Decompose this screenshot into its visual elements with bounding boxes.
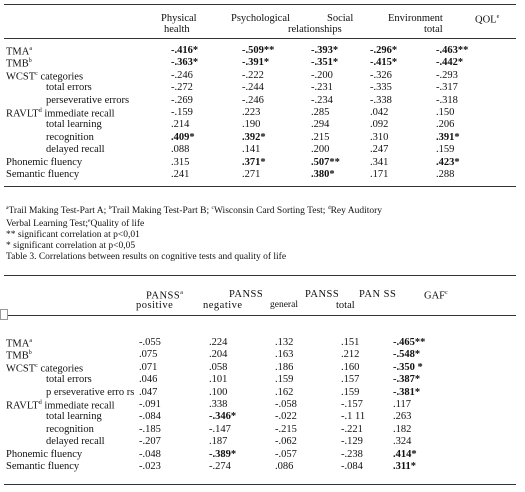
table-2-row-label: total errors bbox=[46, 374, 92, 386]
table-2-row-label: Phonemic fluency bbox=[6, 448, 83, 460]
table-1-value-cell: -.234 bbox=[311, 94, 333, 106]
table-1-table-row bbox=[0, 158, 525, 170]
table-2-table-row bbox=[0, 338, 525, 350]
table-2-value-cell: -.084 bbox=[139, 411, 161, 423]
table-1-value-cell: .247 bbox=[370, 144, 389, 156]
table-1-value-cell: .315 bbox=[171, 156, 190, 168]
table-2-value-cell: .204 bbox=[209, 349, 228, 361]
table-2-value-cell: .058 bbox=[209, 361, 228, 373]
table-1-table-row bbox=[0, 58, 525, 70]
table-2-value-cell: .263 bbox=[393, 411, 412, 423]
table-1-value-cell: .215 bbox=[311, 131, 330, 143]
table-2-table-row bbox=[0, 450, 525, 462]
table-1-row-label: Phonemic fluency bbox=[6, 156, 83, 168]
table-2-value-cell: -.215 bbox=[275, 423, 297, 435]
table-1-row-label: WCST$^c$ categories bbox=[6, 70, 84, 83]
table-2-value-cell: .212 bbox=[341, 349, 360, 361]
table-1-value-cell: -.335 bbox=[370, 82, 392, 94]
table-2-value-cell: -.129 bbox=[341, 436, 363, 448]
table-2-value-cell: .075 bbox=[139, 349, 158, 361]
table-1-value-cell: -.296* bbox=[370, 45, 398, 56]
table-2-table-row bbox=[0, 400, 525, 412]
table-2-value-cell: .414* bbox=[393, 448, 417, 460]
table-1-table-row bbox=[0, 170, 525, 182]
table-2-value-cell: -.157 bbox=[341, 399, 363, 410]
table-1-table-row bbox=[0, 108, 525, 120]
footnote-line-1: $^a$Trail Making Test-Part A; $^b$Trail Making Test-Part B; $^c$Wisconsin Card Sorting Test; $^d$Rey Auditory bbox=[6, 205, 383, 217]
table-1-value-cell: -.246 bbox=[171, 69, 193, 81]
table-2-value-cell: -.062 bbox=[275, 436, 297, 448]
table-1-value-cell: -.338 bbox=[370, 94, 392, 106]
significance-note-1: ** significant correlation at p<0,01 bbox=[6, 230, 140, 240]
table-1-value-cell: .391* bbox=[436, 131, 460, 143]
table-2-table-row bbox=[0, 412, 525, 424]
table-1-header-rule bbox=[4, 38, 516, 39]
table-2-row-label: RAVLT$^d$ immediate recall bbox=[6, 400, 115, 412]
table-1-value-cell: .150 bbox=[436, 107, 455, 118]
table-1-table-row bbox=[0, 120, 525, 132]
header-panss-total-a: PAN SS bbox=[359, 289, 397, 300]
table-1-value-cell: -.363* bbox=[171, 57, 199, 69]
table-2-value-cell: -.084 bbox=[341, 461, 363, 472]
table-1-value-cell: .288 bbox=[436, 169, 455, 180]
table-1-value-cell: .206 bbox=[436, 119, 455, 131]
table-2-value-cell: -.023 bbox=[139, 461, 161, 472]
footnote-line-2: Verbal Learning Test;$^e$Quality of life bbox=[6, 218, 145, 230]
table-2-row-label: total learning bbox=[46, 411, 102, 423]
table-1-value-cell: -.415* bbox=[370, 57, 398, 69]
table-1-table-row bbox=[0, 46, 525, 58]
header-total: total bbox=[424, 24, 443, 35]
table-2-value-cell: .117 bbox=[393, 399, 411, 410]
table-caption: Table 3. Correlations between results on cognitive tests and quality of life bbox=[6, 252, 287, 262]
table-2-table-row bbox=[0, 363, 525, 375]
table-2-table-row bbox=[0, 437, 525, 449]
table-2-row-label: Semantic fluency bbox=[6, 461, 80, 472]
table-1-value-cell: .092 bbox=[370, 119, 389, 131]
table-1-value-cell: -.509** bbox=[242, 45, 275, 56]
table-1-value-cell: .423* bbox=[436, 156, 460, 168]
table-1-table-row bbox=[0, 71, 525, 83]
header-negative: negative bbox=[203, 300, 243, 311]
table-2-table-row bbox=[0, 375, 525, 387]
table-1-value-cell: -.463** bbox=[436, 45, 469, 56]
table-1-value-cell: .214 bbox=[171, 119, 190, 131]
table-2-value-cell: .311* bbox=[393, 461, 417, 472]
table-1-value-cell: .371* bbox=[242, 156, 266, 168]
table-1-value-cell: .341 bbox=[370, 156, 389, 168]
header-physical: Physical bbox=[161, 13, 197, 24]
table-2-value-cell: .132 bbox=[275, 337, 294, 348]
table-2-value-cell: .162 bbox=[275, 386, 294, 398]
table-1-value-cell: .223 bbox=[242, 107, 261, 118]
table-1-value-cell: -.317 bbox=[436, 82, 458, 94]
table-2-value-cell: -.350 * bbox=[393, 361, 423, 373]
table-2-value-cell: .071 bbox=[139, 361, 158, 373]
table-2-value-cell: -.207 bbox=[139, 436, 161, 448]
table-1-value-cell: .271 bbox=[242, 169, 261, 180]
table-2-value-cell: .324 bbox=[393, 436, 412, 448]
table-1-value-cell: .392* bbox=[242, 131, 266, 143]
table-1-value-cell: -.269 bbox=[171, 94, 193, 106]
table-1-row-label: TMA$^a$ bbox=[6, 46, 33, 58]
table-1-table-row bbox=[0, 133, 525, 145]
table-1-value-cell: -.159 bbox=[171, 107, 193, 118]
table-1-value-cell: .171 bbox=[370, 169, 389, 180]
table-2-value-cell: .159 bbox=[341, 386, 360, 398]
table-1-value-cell: -.293 bbox=[436, 69, 458, 81]
significance-note-2: * significant correlation at p<0,05 bbox=[6, 241, 136, 251]
header-health: health bbox=[164, 24, 190, 35]
table-1-table-row bbox=[0, 83, 525, 95]
table-1-value-cell: -.244 bbox=[242, 82, 264, 94]
table-2-row-label: recognition bbox=[46, 423, 94, 435]
table-2-value-cell: -.1 11 bbox=[341, 411, 366, 423]
table-1-value-cell: .294 bbox=[311, 119, 330, 131]
table-2-value-cell: .187 bbox=[209, 436, 228, 448]
table-1-table-row bbox=[0, 96, 525, 108]
header-environment: Environment bbox=[388, 13, 443, 24]
table-2-value-cell: .151 bbox=[341, 337, 360, 348]
table-2-value-cell: .159 bbox=[275, 374, 294, 386]
table-1-row-label: total learning bbox=[46, 119, 102, 131]
table-2-row-label: delayed recall bbox=[46, 436, 105, 448]
table-2-value-cell: -.091 bbox=[139, 399, 161, 410]
table-2-value-cell: .160 bbox=[341, 361, 360, 373]
table-2-value-cell: .163 bbox=[275, 349, 294, 361]
table-1-row-label: Semantic fluency bbox=[6, 169, 80, 180]
table-1-row-label: TMB$^b$ bbox=[6, 58, 32, 70]
header-gaf: GAF$^c$ bbox=[424, 290, 448, 302]
table-1-value-cell: -.200 bbox=[311, 69, 333, 81]
table-2-value-cell: -.147 bbox=[209, 423, 231, 435]
table-2-table-row bbox=[0, 425, 525, 437]
table-2-value-cell: .100 bbox=[209, 386, 228, 398]
table-1-value-cell: -.442* bbox=[436, 57, 464, 69]
table-2-value-cell: -.221 bbox=[341, 423, 363, 435]
table-1-value-cell: .190 bbox=[242, 119, 261, 131]
table-2-value-cell: -.274 bbox=[209, 461, 231, 472]
header-general: general bbox=[270, 300, 298, 310]
table-1-top-rule bbox=[4, 4, 516, 5]
table-2-header-rule bbox=[4, 315, 516, 316]
header-panss-negative-a: PANSS bbox=[229, 289, 264, 300]
table-1-value-cell: -.231 bbox=[311, 82, 333, 94]
header-qol: QOL$^e$ bbox=[475, 14, 500, 26]
table-2-value-cell: -.346* bbox=[209, 411, 237, 423]
table-2-value-cell: -.055 bbox=[139, 337, 161, 348]
table-1-row-label: delayed recall bbox=[46, 144, 105, 156]
table-2-value-cell: -.022 bbox=[275, 411, 297, 423]
table-1-value-cell: -.246 bbox=[242, 94, 264, 106]
table-2-value-cell: .101 bbox=[209, 374, 228, 386]
table-1-value-cell: .507** bbox=[311, 156, 340, 168]
header-panss-total: total bbox=[336, 300, 355, 311]
table-1-row-label: recognition bbox=[46, 131, 94, 143]
table-1-row-label: total errors bbox=[46, 82, 92, 94]
header-positive: positive bbox=[136, 300, 174, 311]
table-1-value-cell: .241 bbox=[171, 169, 190, 180]
table-2-table-row bbox=[0, 462, 525, 474]
table-1-value-cell: .141 bbox=[242, 144, 261, 156]
table-1-value-cell: -.222 bbox=[242, 69, 264, 81]
table-1-value-cell: -.351* bbox=[311, 57, 339, 69]
table-1-value-cell: .200 bbox=[311, 144, 330, 156]
table-2-value-cell: -.057 bbox=[275, 448, 297, 460]
table-2-row-label: WCST$^c$ categories bbox=[6, 362, 84, 375]
header-social: Social bbox=[327, 13, 354, 24]
table-2-value-cell: -.185 bbox=[139, 423, 161, 435]
table-1-row-label: perseverative errors bbox=[46, 94, 130, 106]
table-1-value-cell: -.272 bbox=[171, 82, 193, 94]
table-2-row-label: TMA$^a$ bbox=[6, 338, 33, 350]
table-1-row-label: RAVLT$^d$ immediate recall bbox=[6, 108, 115, 120]
table-2-value-cell: .182 bbox=[393, 423, 412, 435]
table-2-row-label: p erseverative erro rs bbox=[46, 386, 135, 398]
table-2-value-cell: -.465** bbox=[393, 337, 426, 348]
table-2-value-cell: .224 bbox=[209, 337, 228, 348]
table-2-value-cell: -.389* bbox=[209, 448, 237, 460]
table-2-value-cell: -.238 bbox=[341, 448, 363, 460]
table-2-value-cell: .046 bbox=[139, 374, 158, 386]
table-1-value-cell: .159 bbox=[436, 144, 455, 156]
table-2-value-cell: .186 bbox=[275, 361, 294, 373]
table-2-value-cell: .338 bbox=[209, 399, 228, 410]
table-2-value-cell: .086 bbox=[275, 461, 294, 472]
table-2-bottom-rule bbox=[4, 484, 516, 485]
table-2-table-row bbox=[0, 350, 525, 362]
table-2-value-cell: -.548* bbox=[393, 349, 421, 361]
table-2-value-cell: -.381* bbox=[393, 386, 421, 398]
table-1-value-cell: .310 bbox=[370, 131, 389, 143]
table-1-bottom-rule bbox=[4, 186, 516, 187]
table-1-value-cell: -.326 bbox=[370, 69, 392, 81]
table-2-top-rule bbox=[4, 275, 516, 276]
table-2-value-cell: -.048 bbox=[139, 448, 161, 460]
table-2-value-cell: -.058 bbox=[275, 399, 297, 410]
header-panss-positive-a: PANSS$^a$ bbox=[146, 290, 184, 302]
table-1-value-cell: -.318 bbox=[436, 94, 458, 106]
side-handle-icon bbox=[0, 309, 8, 320]
table-2-row-label: TMB$^b$ bbox=[6, 350, 32, 362]
table-1-value-cell: -.393* bbox=[311, 45, 339, 56]
table-1-table-row bbox=[0, 145, 525, 157]
header-psychological: Psychological bbox=[231, 13, 290, 24]
table-1-value-cell: .042 bbox=[370, 107, 389, 118]
table-2-value-cell: -.387* bbox=[393, 374, 421, 386]
table-1-value-cell: -.391* bbox=[242, 57, 270, 69]
table-1-value-cell: .380* bbox=[311, 169, 335, 180]
table-1-value-cell: -.416* bbox=[171, 45, 199, 56]
table-2-value-cell: .047 bbox=[139, 386, 158, 398]
table-2-table-row bbox=[0, 388, 525, 400]
table-1-value-cell: .285 bbox=[311, 107, 330, 118]
table-1-value-cell: .409* bbox=[171, 131, 195, 143]
header-relationships: relationships bbox=[288, 24, 342, 35]
table-2-value-cell: .157 bbox=[341, 374, 360, 386]
table-1-value-cell: .088 bbox=[171, 144, 190, 156]
header-panss-general-a: PANSS bbox=[305, 289, 340, 300]
